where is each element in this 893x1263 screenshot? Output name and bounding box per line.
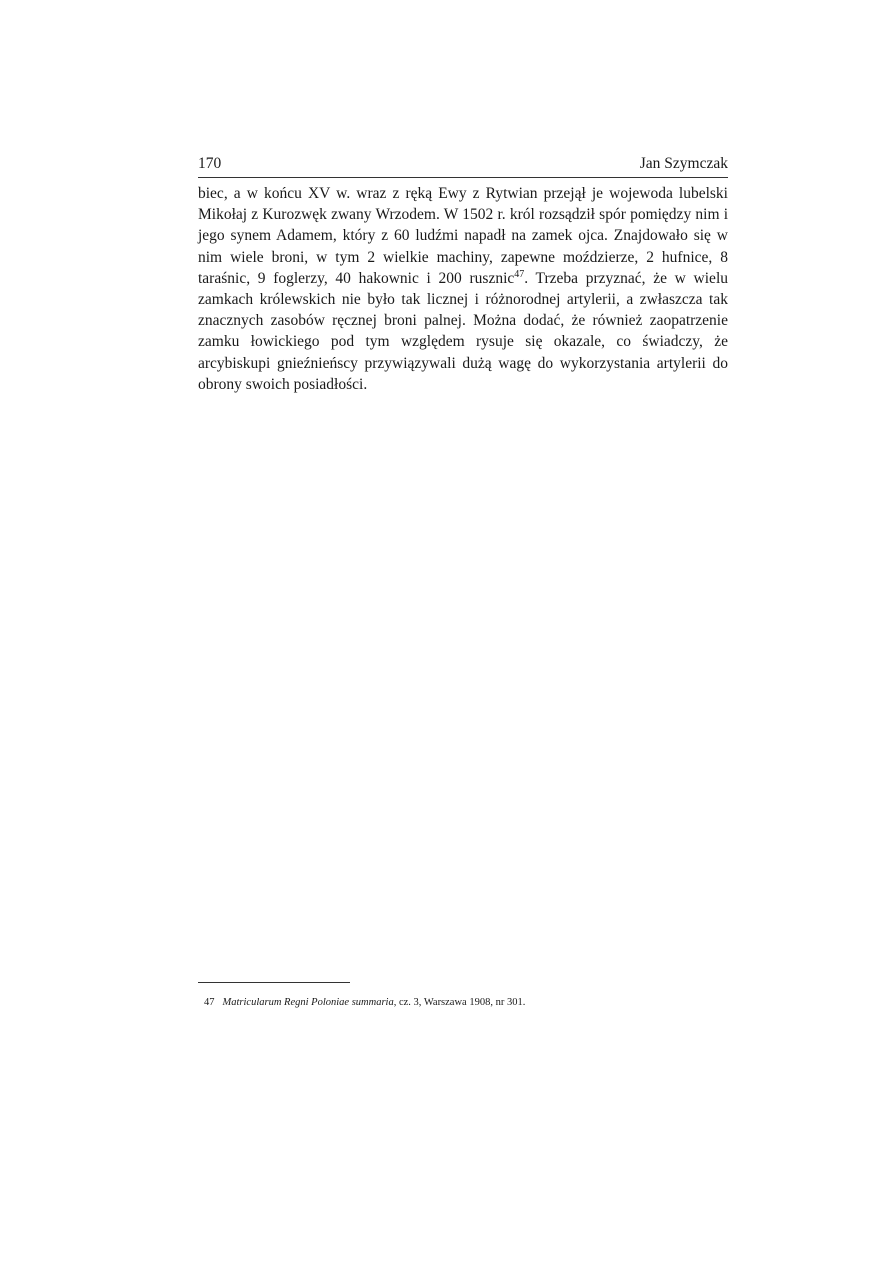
footnote-rule [198,982,350,983]
page-content [198,152,728,395]
body-text-part-1: biec, a w końcu XV w. wraz z ręką Ewy z Rytwian przejął je wojewoda lubelski Mikołaj z Kurozwęk zwany Wrzodem. W 1502 r. król rozsądził spór pomiędzy nim i jego synem Adamem, który z 60 ludźmi napadł na zamek ojca. Znajdowało się w nim wiele broni, w tym 2 wielkie machiny, zapewne moździerze, 2 hufnice, 8 taraśnic, 9 foglerzy, 40 hakownic i 200 rusznic [198,185,728,287]
running-head-author: Jan Szymczak [639,155,728,172]
body-text-part-2: . Trzeba przyznać, że w wielu zamkach królewskich nie było tak licznej i różnorodnej artylerii, a zwłaszcza tak znacznych zasobów ręcznej broni palnej. Można dodać, że również zaopatrzenie zamku łowickiego pod tym względem rysuje się okazale, co świadczy, że arcybiskupi gnieźnieńscy przywiązywali dużą wagę do wykorzystania artylerii do obrony swoich posiadłości. [198,269,728,393]
footnote-number: 47 [204,997,215,1008]
header-rule [198,177,728,178]
footnote-reference: 47 [514,268,525,280]
footnote [198,996,728,1010]
footnote-details: , cz. 3, Warszawa 1908, nr 301. [393,997,526,1008]
footnote-title: Matricularum Regni Poloniae summaria [222,997,394,1008]
page-number: 170 [198,155,222,172]
footnote-area [198,982,728,1010]
body-paragraph [198,183,728,395]
running-head [198,152,728,176]
